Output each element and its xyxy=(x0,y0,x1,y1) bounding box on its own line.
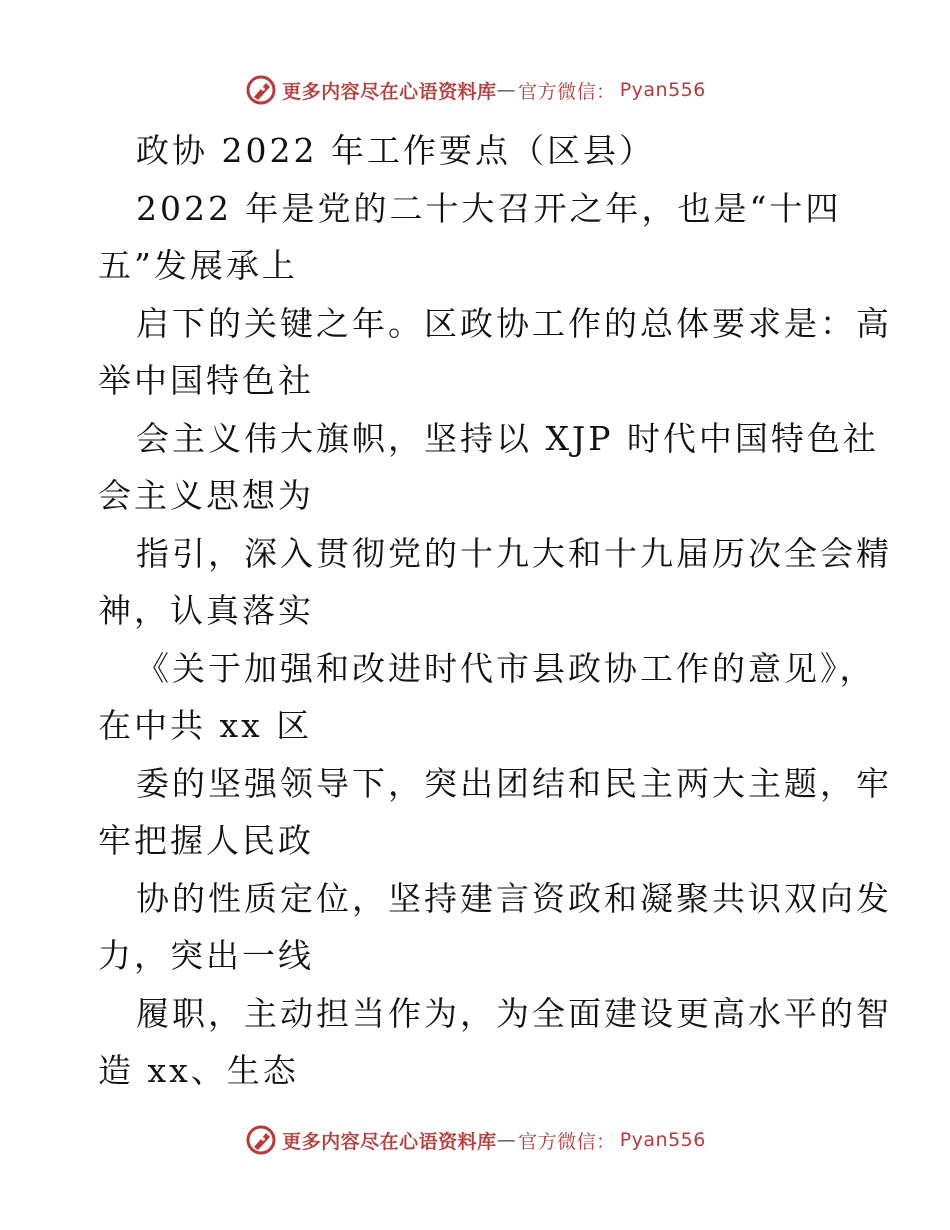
watermark-wechat-label: 官方微信： xyxy=(518,80,616,103)
watermark-wechat-id: Pyan556 xyxy=(619,79,706,101)
document-title-line: 政协 2022 年工作要点（区县） xyxy=(136,131,655,170)
watermark-dash: — xyxy=(496,1129,517,1151)
paragraph-line: 协的性质定位，坚持建言资政和凝聚共识双向发 xyxy=(136,878,892,918)
paragraph-line: 神，认真落实 xyxy=(98,591,314,630)
paragraph-line: 在中共 xx 区 xyxy=(98,706,313,745)
paragraph-line: 力，突出一线 xyxy=(98,936,314,975)
paragraph-line: 五”发展承上 xyxy=(98,246,298,285)
pen-nib-logo-icon xyxy=(244,1123,278,1157)
paragraph-line: 会主义伟大旗帜，坚持以 XJP 时代中国特色社 xyxy=(136,418,879,458)
paragraph-line: 举中国特色社 xyxy=(98,361,314,400)
paragraph-line: 启下的关键之年。区政协工作的总体要求是：高 xyxy=(136,303,892,343)
watermark-wechat-id: Pyan556 xyxy=(619,1129,706,1151)
watermark-site-text: 更多内容尽在心语资料库 xyxy=(282,1130,497,1153)
paragraph-line: 《关于加强和改进时代市县政协工作的意见》， xyxy=(136,648,876,688)
paragraph-line: 委的坚强领导下，突出团结和民主两大主题，牢 xyxy=(136,763,892,803)
footer-watermark xyxy=(0,1120,950,1160)
paragraph-line: 履职，主动担当作为，为全面建设更高水平的智 xyxy=(136,993,892,1033)
paragraph-line: 会主义思想为 xyxy=(98,476,314,515)
document-body xyxy=(98,122,892,1100)
watermark-dash: — xyxy=(496,79,517,101)
header-watermark xyxy=(0,70,950,110)
paragraph-line: 指引，深入贯彻党的十九大和十九届历次全会精 xyxy=(136,533,892,573)
watermark-wechat-label: 官方微信： xyxy=(518,1130,616,1153)
pen-nib-logo-icon xyxy=(244,73,278,107)
paragraph-line: 牢把握人民政 xyxy=(98,821,314,860)
paragraph-line: 造 xx、生态 xyxy=(98,1051,299,1090)
paragraph-line: 2022 年是党的二十大召开之年，也是“十四 xyxy=(136,188,842,228)
watermark-site-text: 更多内容尽在心语资料库 xyxy=(282,80,497,103)
